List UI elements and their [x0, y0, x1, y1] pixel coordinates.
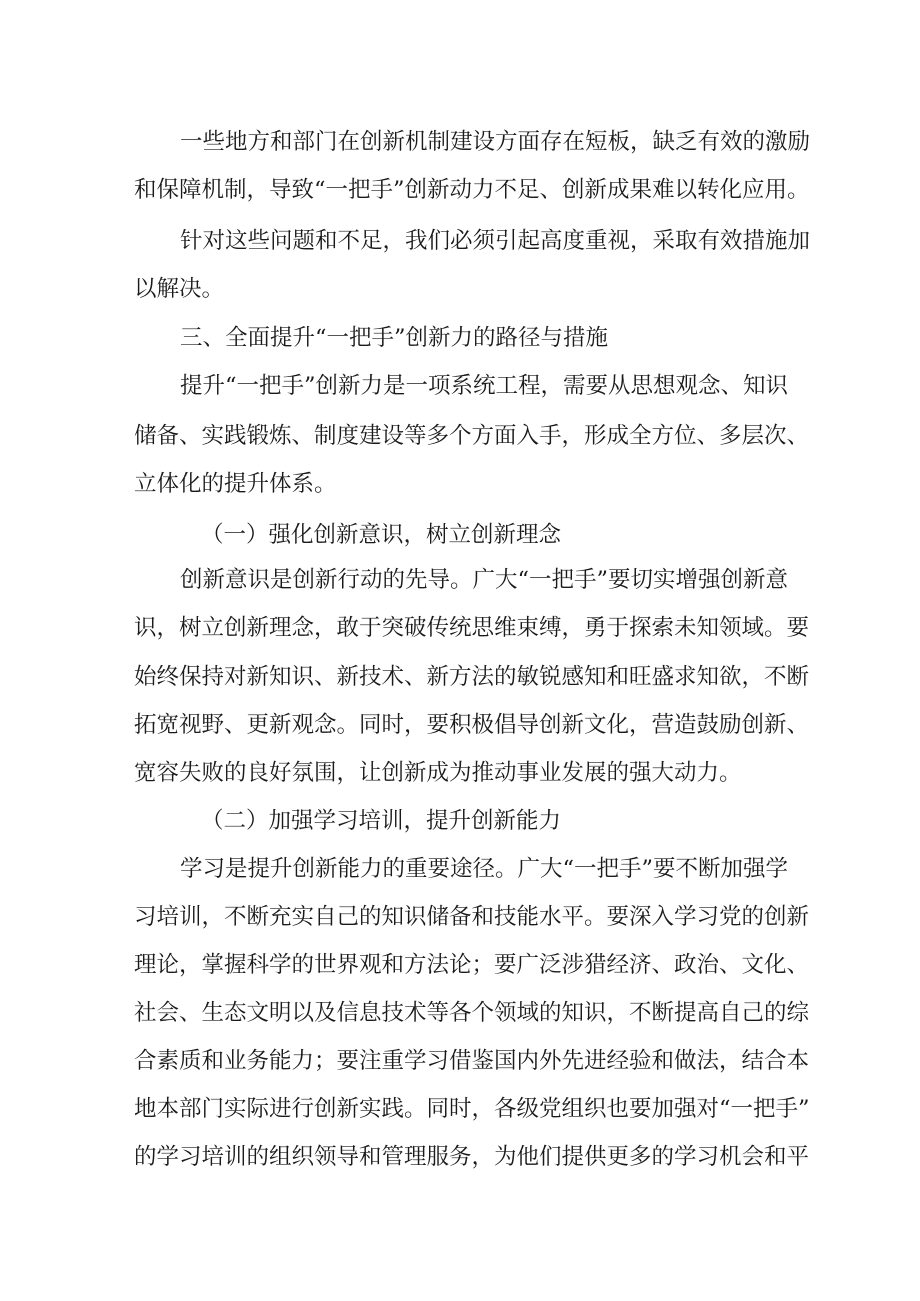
- paragraph-line: 拓宽视野、更新观念。同时，要积极倡导创新文化，营造鼓励创新、: [134, 712, 810, 738]
- paragraph-line: 一些地方和部门在创新机制建设方面存在短板，缺乏有效的激励: [180, 129, 811, 155]
- section-heading: 三、全面提升“一把手”创新力的路径与措施: [180, 325, 609, 351]
- paragraph-line: 始终保持对新知识、新技术、新方法的敏锐感知和旺盛求知欲，不断: [134, 664, 810, 690]
- paragraph-line: 立体化的提升体系。: [134, 471, 337, 497]
- paragraph-line: 以解决。: [134, 276, 225, 302]
- paragraph-line: 地本部门实际进行创新实践。同时，各级党组织也要加强对“一把手”: [134, 1096, 810, 1122]
- paragraph-line: 针对这些问题和不足，我们必须引起高度重视，采取有效措施加: [180, 228, 811, 254]
- paragraph-line: 习培训，不断充实自己的知识储备和技能水平。要深入学习党的创新: [134, 904, 810, 930]
- paragraph-line: 宽容失败的良好氛围，让创新成为推动事业发展的强大动力。: [134, 760, 742, 786]
- paragraph-line: 学习是提升创新能力的重要途径。广大“一把手”要不断加强学: [180, 856, 789, 882]
- paragraph-line: 理论，掌握科学的世界观和方法论；要广泛涉猎经济、政治、文化、: [134, 952, 810, 978]
- paragraph-line: 识，树立创新理念，敢于突破传统思维束缚，勇于探索未知领域。要: [134, 615, 810, 641]
- paragraph-line: 提升“一把手”创新力是一项系统工程，需要从思想观念、知识: [180, 373, 789, 399]
- subsection-heading: （二）加强学习培训，提升创新能力: [201, 808, 562, 834]
- subsection-heading: （一）强化创新意识，树立创新理念: [201, 522, 562, 548]
- paragraph-line: 社会、生态文明以及信息技术等各个领域的知识，不断提高自己的综: [134, 1000, 810, 1026]
- paragraph-line: 的学习培训的组织领导和管理服务，为他们提供更多的学习机会和平: [134, 1144, 810, 1170]
- paragraph-line: 储备、实践锻炼、制度建设等多个方面入手，形成全方位、多层次、: [134, 423, 810, 449]
- paragraph-line: 合素质和业务能力；要注重学习借鉴国内外先进经验和做法，结合本: [134, 1048, 810, 1074]
- paragraph-line: 创新意识是创新行动的先导。广大“一把手”要切实增强创新意: [180, 567, 789, 593]
- paragraph-line: 和保障机制，导致“一把手”创新动力不足、创新成果难以转化应用。: [134, 177, 810, 203]
